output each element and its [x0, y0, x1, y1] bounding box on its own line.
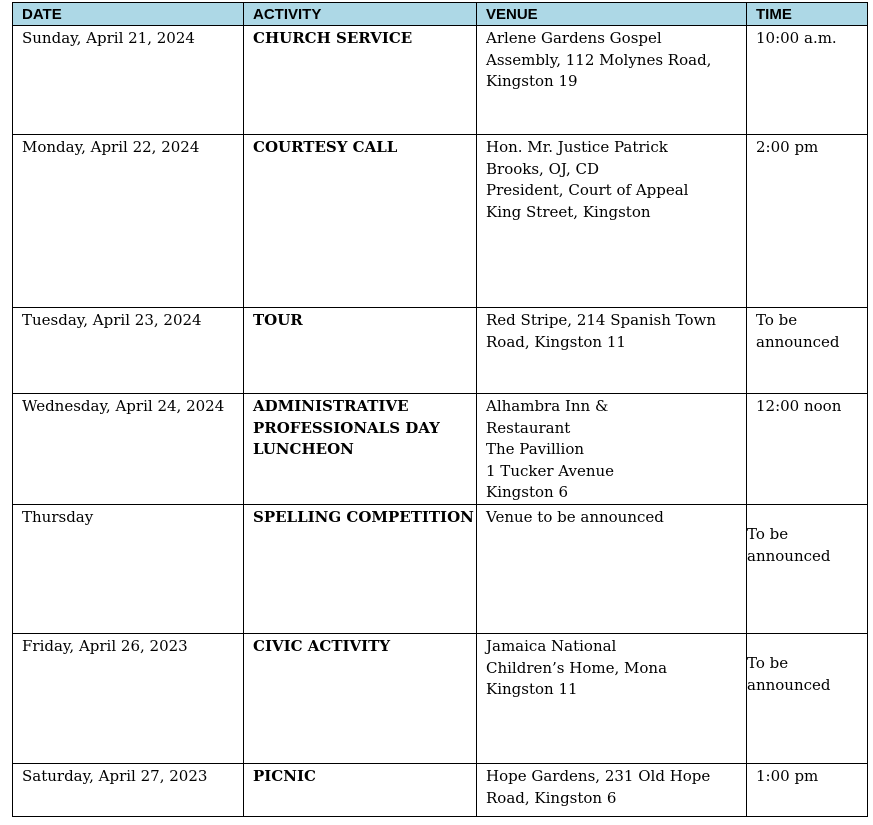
time-line: announced — [747, 675, 831, 694]
activity-cell — [244, 504, 477, 633]
venue-cell — [477, 633, 747, 763]
schedule-table — [12, 2, 868, 817]
activity-line: ADMINISTRATIVE — [253, 397, 409, 415]
venue-line: Road, Kingston 11 — [486, 332, 626, 351]
venue-line: Restaurant — [486, 418, 571, 437]
activity-line: PICNIC — [253, 766, 316, 785]
venue-line: Hon. Mr. Justice Patrick — [486, 138, 668, 156]
header-date: DATE — [13, 3, 244, 26]
venue-cell — [477, 135, 747, 308]
venue-line: Red Stripe, 214 Spanish Town — [486, 311, 717, 329]
venue-line: Kingston 11 — [486, 680, 578, 699]
venue-line: Hope Gardens, 231 Old Hope — [486, 766, 711, 785]
activity-cell — [244, 394, 477, 505]
header-venue: VENUE — [477, 3, 747, 26]
table-row — [13, 26, 868, 135]
activity-line: PROFESSIONALS DAY — [253, 418, 440, 437]
venue-line: Kingston 6 — [486, 483, 568, 502]
date-cell: Sunday, April 21, 2024 — [13, 26, 244, 135]
venue-line: King Street, Kingston — [486, 202, 651, 221]
time-cell — [747, 763, 868, 816]
time-line: 2:00 pm — [756, 138, 819, 156]
activity-line: CHURCH SERVICE — [253, 29, 413, 47]
time-line: To be — [756, 311, 798, 329]
time-line: To be — [747, 524, 789, 543]
activity-line: SPELLING COMPETITION — [253, 507, 474, 526]
date-cell: Wednesday, April 24, 2024 — [13, 394, 244, 505]
activity-line: LUNCHEON — [253, 440, 354, 459]
venue-line: The Pavillion — [486, 440, 585, 459]
venue-line: Jamaica National — [486, 636, 617, 655]
header-row — [13, 3, 868, 26]
venue-line: Venue to be announced — [486, 507, 664, 526]
activity-cell — [244, 26, 477, 135]
activity-cell — [244, 763, 477, 816]
time-cell — [747, 135, 868, 308]
venue-line: Assembly, 112 Molynes Road, — [486, 50, 712, 69]
venue-line: Children’s Home, Mona — [486, 658, 668, 677]
venue-line: Alhambra Inn & — [486, 397, 609, 415]
activity-cell — [244, 308, 477, 394]
time-line: 12:00 noon — [756, 397, 842, 415]
time-line: 10:00 a.m. — [756, 29, 837, 47]
activity-cell — [244, 633, 477, 763]
activity-line: COURTESY CALL — [253, 138, 398, 156]
time-line: 1:00 pm — [756, 766, 819, 785]
venue-cell — [477, 394, 747, 505]
time-cell — [747, 308, 868, 394]
date-cell: Monday, April 22, 2024 — [13, 135, 244, 308]
table-row — [13, 504, 868, 633]
date-cell: Thursday — [13, 504, 244, 633]
table-row — [13, 308, 868, 394]
venue-cell — [477, 308, 747, 394]
header-activity: ACTIVITY — [244, 3, 477, 26]
time-line: announced — [756, 332, 840, 351]
date-cell: Tuesday, April 23, 2024 — [13, 308, 244, 394]
table-row — [13, 394, 868, 505]
time-cell — [747, 504, 868, 633]
activity-line: TOUR — [253, 311, 303, 329]
venue-cell — [477, 504, 747, 633]
venue-line: 1 Tucker Avenue — [486, 461, 615, 480]
activity-cell — [244, 135, 477, 308]
date-cell: Friday, April 26, 2023 — [13, 633, 244, 763]
header-time: TIME — [747, 3, 868, 26]
time-cell — [747, 394, 868, 505]
table-row — [13, 135, 868, 308]
venue-line: Brooks, OJ, CD — [486, 159, 600, 178]
time-cell — [747, 633, 868, 763]
venue-line: Arlene Gardens Gospel — [486, 29, 662, 47]
time-line: To be — [747, 653, 789, 672]
table-row — [13, 763, 868, 816]
venue-line: President, Court of Appeal — [486, 181, 689, 200]
venue-line: Kingston 19 — [486, 72, 578, 91]
table-row — [13, 633, 868, 763]
time-line: announced — [747, 546, 831, 565]
date-cell: Saturday, April 27, 2023 — [13, 763, 244, 816]
venue-line: Road, Kingston 6 — [486, 788, 617, 807]
time-cell — [747, 26, 868, 135]
venue-cell — [477, 763, 747, 816]
activity-line: CIVIC ACTIVITY — [253, 636, 391, 655]
venue-cell — [477, 26, 747, 135]
